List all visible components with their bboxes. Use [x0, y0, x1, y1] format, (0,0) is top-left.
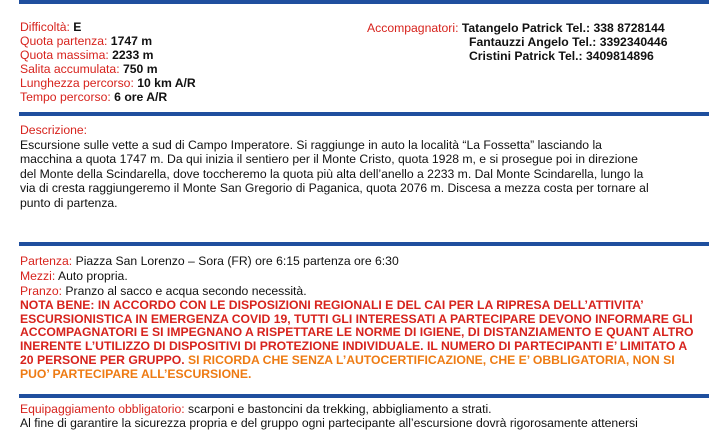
description-label: Descrizione — [20, 123, 84, 137]
partenza-row: Partenza: Piazza San Lorenzo – Sora (FR) ore 6:15 partenza ore 6:30 — [20, 254, 399, 268]
spec-quota-massima: Quota massima: 2233 m — [20, 48, 154, 62]
nota-bene-line: 20 PERSONE PER GRUPPO. — [20, 352, 185, 367]
equipment-value: scarponi e bastoncini da trekking, abbigliamento a strati. — [188, 402, 492, 416]
rule-after-description — [19, 242, 709, 246]
nota-bene-line: INERENTE L’UTILIZZO DI DISPOSITIVI DI PROTEZIONE INDIVIDUALE. IL NUMERO DI PARTECIPANTI E’ LIMITATO A — [20, 339, 688, 354]
tel-label: Tel. — [558, 49, 579, 63]
nota-bene-last-line — [20, 354, 710, 368]
spec-value: 2233 m — [112, 48, 154, 62]
spec-value: 6 ore A/R — [114, 90, 168, 104]
spec-difficolta: Difficoltà: E — [20, 20, 82, 34]
autocertificazione-note: SI RICORDA CHE SENZA L’AUTOCERTIFICAZIONE, CHE E’ OBBLIGATORIA, NON SI — [184, 352, 675, 367]
spec-value: 1747 m — [110, 34, 153, 48]
accompagnatore-row: Fantauzzi Angelo Tel.: 3392340446 — [469, 35, 668, 49]
description-line: del Monte della Scindarella, dove toccheremo la quota più alta dell’anello a 2233 m. Dal Monte Scindarella, lungo la — [20, 166, 644, 181]
mezzi-label: Mezzi — [20, 269, 52, 283]
tel-label: Tel. — [572, 35, 593, 49]
description-line: punto di partenza. — [20, 195, 118, 210]
spec-label: Tempo percorso — [20, 90, 108, 104]
rule-after-logistics — [19, 394, 709, 398]
spec-label: Quota massima — [20, 48, 106, 62]
equipment-row: Equipaggiamento obbligatorio: scarponi e bastoncini da trekking, abbigliamento a strati. — [20, 402, 492, 416]
partenza-label: Partenza — [20, 254, 69, 268]
accompagnatore-tel: 3409814896 — [585, 49, 654, 63]
tel-label: Tel. — [565, 21, 587, 35]
spec-value: E — [73, 20, 82, 34]
spec-label: Quota partenza — [20, 34, 105, 48]
accompagnatore-row: Cristini Patrick Tel.: 3409814896 — [469, 49, 654, 63]
spec-lunghezza: Lunghezza percorso: 10 km A/R — [20, 76, 196, 90]
pranzo-value: Pranzo al sacco e acqua secondo necessità. — [65, 284, 307, 298]
description-block — [20, 123, 710, 211]
top-rule — [19, 0, 709, 4]
description-line: Escursione sulle vette a sud di Campo Imperatore. Si raggiunge in auto la località “La Fossetta” lasciando la — [20, 137, 602, 152]
spec-label: Difficoltà — [20, 20, 67, 34]
equipment-next-line: Al fine di garantire la sicurezza propria e del gruppo ogni partecipante all’escursione dovrà rigorosamente attenersi — [20, 416, 638, 430]
nota-bene-line: ACCOMPAGNATORI E SI IMPEGNANO A RISPETTARE LE NORME DI IGIENE, DI DISTANZIAMENTO E QUANT ALTRO — [20, 325, 694, 340]
spec-quota-partenza: Quota partenza: 1747 m — [20, 34, 153, 48]
rule-after-specs — [19, 112, 709, 116]
spec-value: 10 km A/R — [137, 76, 196, 90]
pranzo-label: Pranzo — [20, 284, 59, 298]
nota-bene-line: ESCURSIONISTICA IN EMERGENZA COVID 19, TUTTI GLI INTERESSATI A PARTECIPARE DEVONO INFORMARE GLI — [20, 311, 693, 326]
mezzi-value: Auto propria. — [57, 269, 128, 283]
pranzo-row: Pranzo: Pranzo al sacco e acqua secondo necessità. — [20, 284, 307, 298]
spec-value: 750 m — [122, 62, 158, 76]
mezzi-row: Mezzi: Auto propria. — [20, 269, 128, 283]
accompagnatore-tel: 338 8728144 — [593, 21, 665, 35]
description-line: macchina a quota 1747 m. Da qui inizia il sentiero per il Monte Cristo, quota 1928 m, e si prosegue poi in direzione — [20, 152, 638, 167]
spec-tempo: Tempo percorso: 6 ore A/R — [20, 90, 168, 104]
spec-label: Lunghezza percorso — [20, 76, 131, 90]
accompagnatore-name: Cristini Patrick — [469, 49, 556, 63]
accompagnatore-tel: 3392340446 — [599, 35, 668, 49]
accompagnatore-name: Tatangelo Patrick — [461, 21, 563, 35]
nota-bene-line: NOTA BENE: IN ACCORDO CON LE DISPOSIZIONI REGIONALI E DEL CAI PER LA RIPRESA DELL’ATTIVITA’ — [20, 298, 644, 312]
accompagnatori-block — [367, 21, 667, 63]
description-label-row: Descrizione: — [20, 123, 88, 137]
spec-label: Salita accumulata — [20, 62, 117, 76]
accompagnatori-label: Accompagnatori — [367, 21, 456, 35]
equipment-block — [20, 402, 710, 430]
spec-salita: Salita accumulata: 750 m — [20, 62, 158, 76]
autocertificazione-note-line: PUO’ PARTECIPARE ALL’ESCURSIONE. — [20, 366, 252, 381]
accompagnatore-row: Accompagnatori: Tatangelo Patrick Tel.: 338 8728144 — [367, 21, 665, 35]
partenza-value: Piazza San Lorenzo – Sora (FR) ore 6:15 partenza ore 6:30 — [75, 254, 399, 268]
description-line: via di cresta raggiungeremo il Monte San Gregorio di Paganica, quota 2076 m. Discesa a mezza costa per tornare al — [20, 181, 649, 196]
logistics-block — [20, 254, 710, 381]
accompagnatore-name: Fantauzzi Angelo — [469, 35, 569, 49]
equipment-label: Equipaggiamento obbligatorio — [20, 402, 182, 416]
